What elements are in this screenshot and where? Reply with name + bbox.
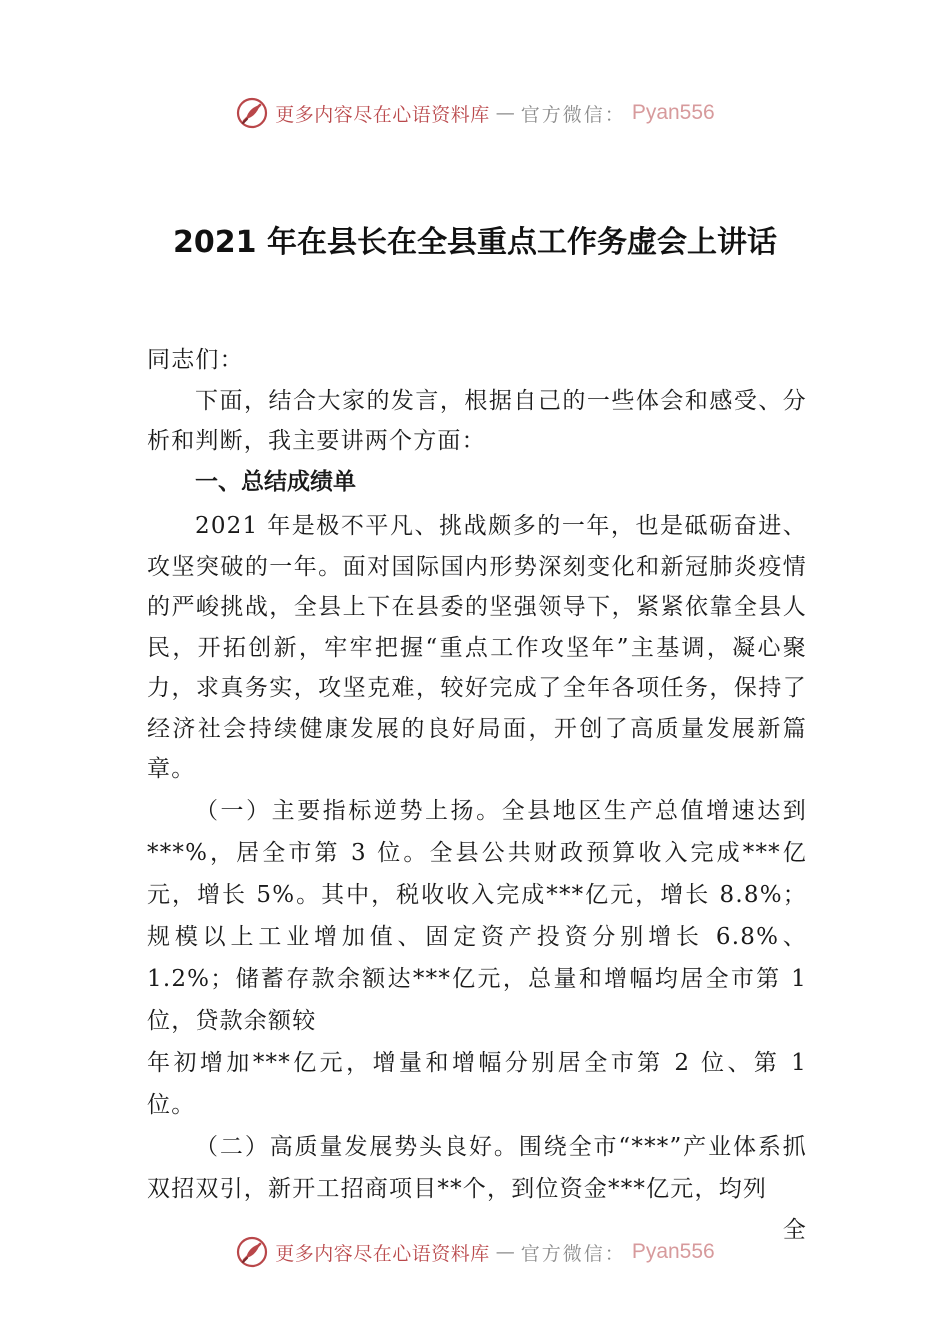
watermark-wechat-label: 官方微信： (520, 103, 626, 126)
quill-pen-icon (235, 96, 269, 130)
body-paragraph-tail: 全 (782, 1216, 807, 1243)
watermark-header (0, 93, 950, 133)
watermark-dash: — (495, 1241, 515, 1263)
watermark-text: 更多内容尽在心语资料库 (275, 103, 490, 126)
body-paragraph: 2021 年是极不平凡、挑战颇多的一年，也是砥砺奋进、攻坚突破的一年。面对国际国内形势深刻变化和新冠肺炎疫情的严峻挑战，全县上下在县委的坚强领导下，紧紧依靠全县人民，开拓创新，牢牢把握“重点工作攻坚年”主基调，凝心聚力，求真务实，攻坚克难，较好完成了全年各项任务，保持了经济社会持续健康发展的良好局面，开创了高质量发展新篇章。 (147, 513, 807, 782)
watermark-dash: — (495, 102, 515, 124)
watermark-text: 更多内容尽在心语资料库 (275, 1242, 490, 1265)
watermark-wechat-id: Pyan556 (631, 1240, 715, 1263)
body-paragraph: （一）主要指标逆势上扬。全县地区生产总值增速达到***%，居全市第 3 位。全县公共财政预算收入完成***亿元，增长 5%。其中，税收收入完成***亿元，增长 8.8%；规模以上工业增加值、固定资产投资分别增长 6.8%、1.2%；储蓄存款余额达***亿元，总量和增幅均居全市第 1 位，贷款余额较 (147, 797, 807, 1034)
quill-pen-icon (235, 1235, 269, 1269)
body-paragraph: （二）高质量发展势头良好。围绕全市“***”产业体系抓双招双引，新开工招商项目**个，到位资金***亿元，均列 (147, 1133, 807, 1202)
document-body (147, 340, 807, 1250)
document-title: 2021 年在县长在全县重点工作务虚会上讲话 (173, 225, 777, 260)
section-heading: 一、总结成绩单 (195, 468, 356, 495)
watermark-footer (0, 1232, 950, 1272)
watermark-wechat-id: Pyan556 (631, 101, 715, 124)
watermark-wechat-label: 官方微信： (520, 1242, 626, 1265)
body-paragraph-continued: 年初增加***亿元，增量和增幅分别居全市第 2 位、第 1 位。 (147, 1049, 807, 1118)
salutation: 同志们： (147, 347, 244, 373)
intro-paragraph: 下面，结合大家的发言，根据自己的一些体会和感受、分析和判断，我主要讲两个方面： (147, 387, 807, 454)
